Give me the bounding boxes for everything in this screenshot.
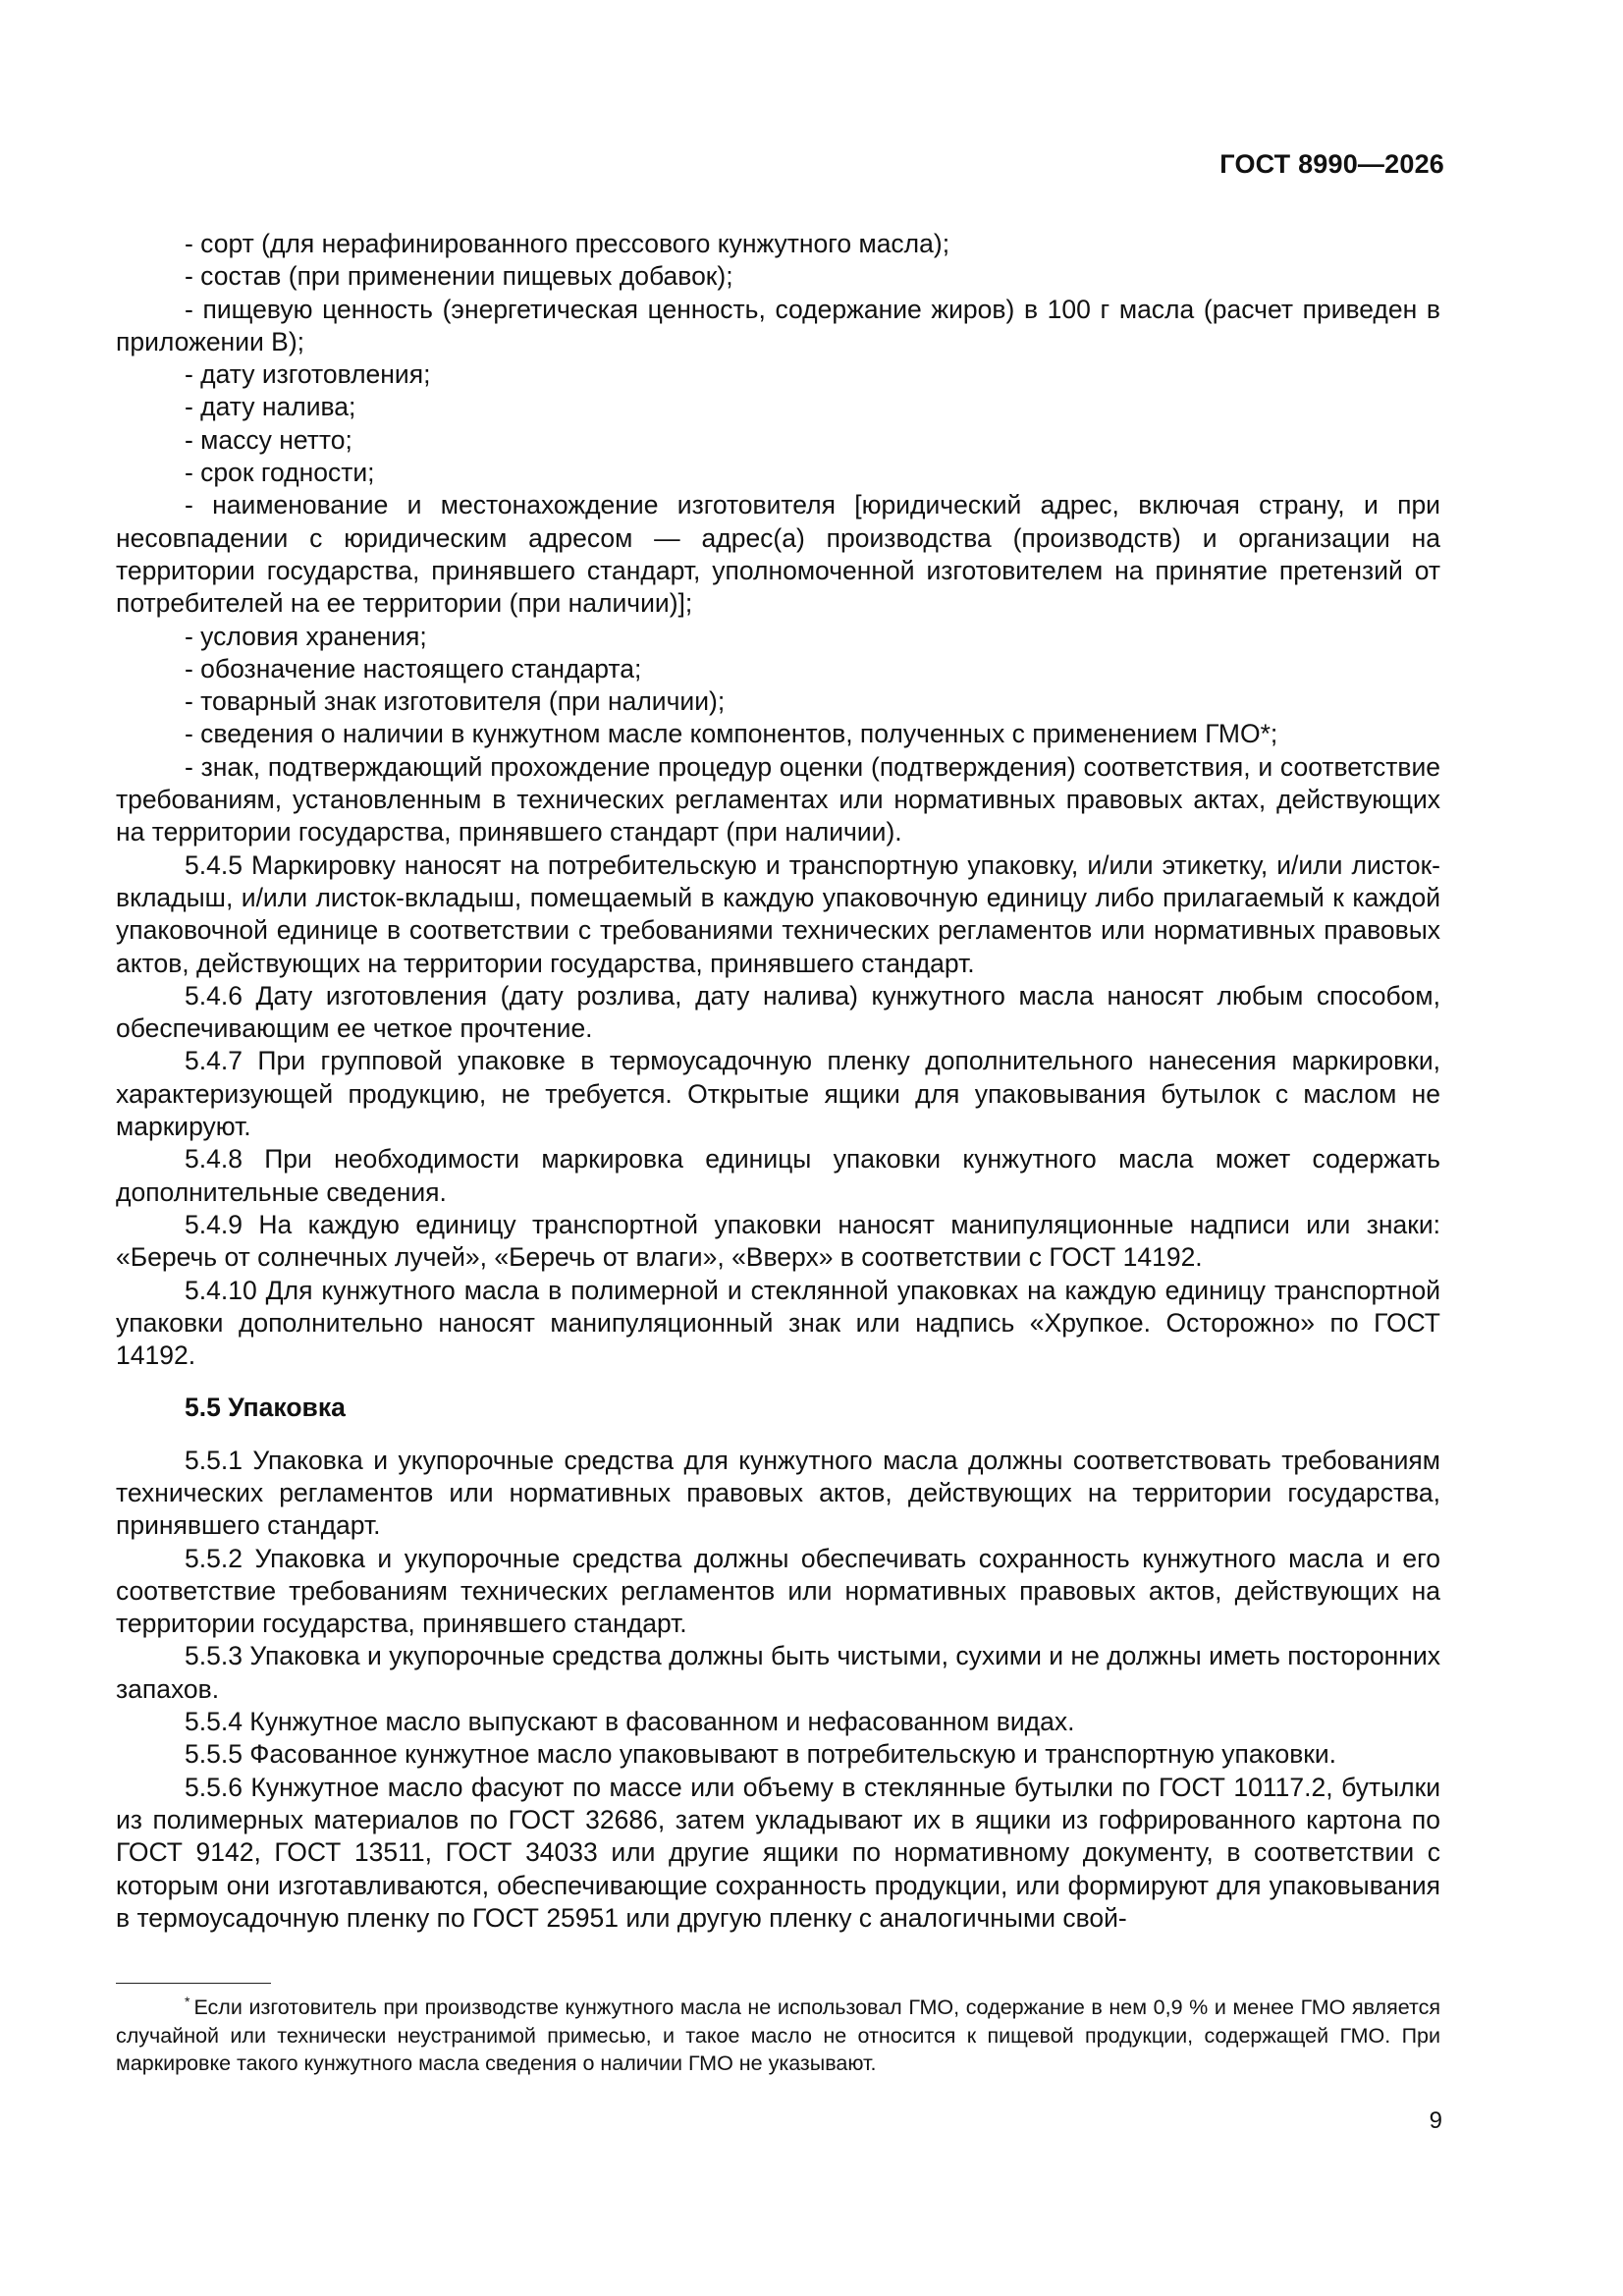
list-item-standard-designation: - обозначение настоящего стандарта; [185,653,642,683]
clause-5-5-3: 5.5.3 Упаковка и укупорочные средства должны быть чистыми, сухими и не должны иметь посторонних запахов. [116,1641,1440,1704]
clause-5-4-6: 5.4.6 Дату изготовления (дату розлива, дату налива) кунжутного масла наносят любым способом, обеспечивающим ее четкое прочтение. [116,980,1440,1044]
standard-code-header: ГОСТ 8990—2026 [1219,149,1444,179]
list-item-shelf-life: - срок годности; [185,458,375,488]
section-heading-packaging: 5.5 Упаковка [185,1393,346,1423]
list-item-net-mass: - массу нетто; [185,424,352,455]
list-item-trademark: - товарный знак изготовителя (при наличии); [185,686,726,717]
footnote-paragraph [116,1988,1440,2078]
list-item-fill-date: - дату налива; [185,392,356,422]
list-item-manufacture-date: - дату изготовления; [185,359,431,390]
list-item-composition: - состав (при применении пищевых добавок); [185,261,733,292]
footnote-marker: * [185,1994,190,2009]
footnote-text: Если изготовитель при производстве кунжутного масла не использовал ГМО, содержание в нем 0,9 % и менее ГМО является случайной или технически неустранимой примесью, и такое масло не относится к пищевой продукции, содержащей ГМО. При маркировке такого кунжутного масла сведения о наличии ГМО не указывают. [116,1995,1440,2075]
clause-5-5-2: 5.5.2 Упаковка и укупорочные средства должны обеспечивать сохранность кунжутного масла и его соответствие требованиям технических регламентов или нормативных правовых актов, действующих на территории государства, принявшего стандарт. [116,1543,1440,1639]
page-number: 9 [1429,2107,1442,2134]
clause-5-4-7: 5.4.7 При групповой упаковке в термоусадочную пленку дополнительного нанесения маркировки, характеризующей продукцию, не требуется. Открытые ящики для упаковывания бутылок с маслом не маркируют. [116,1046,1440,1142]
clause-5-4-9: 5.4.9 На каждую единицу транспортной упаковки наносят манипуляционные надписи или знаки: «Беречь от солнечных лучей», «Беречь от влаги», «Вверх» в соответствии с ГОСТ 14192. [116,1209,1440,1273]
clause-5-4-8: 5.4.8 При необходимости маркировка единицы упаковки кунжутного масла может содержать дополнительные сведения. [116,1144,1440,1207]
clause-5-5-5: 5.5.5 Фасованное кунжутное масло упаковывают в потребительскую и транспортную упаковки. [185,1739,1337,1770]
clause-5-5-1: 5.5.1 Упаковка и укупорочные средства для кунжутного масла должны соответствовать требованиям технических регламентов или нормативных правовых актов, действующих на территории государства, принявшего стандарт. [116,1445,1440,1541]
list-item-grade: - сорт (для нерафинированного прессового кунжутного масла); [185,229,950,258]
list-item-manufacturer: - наименование и местонахождение изготовителя [юридический адрес, включая страну, и при несовпадении с юридическим адресом — адрес(а) производства (производств) и организации на территории государства, принявшего стандарт, уполномоченной изготовителем на принятие претензий от потребителей на ее территории (при наличии)]; [116,490,1440,619]
list-item-storage: - условия хранения; [185,621,427,651]
main-text [116,228,1440,1935]
clause-5-4-5: 5.4.5 Маркировку наносят на потребительскую и транспортную упаковку, и/или этикетку, и/или листок-вкладыш, и/или листок-вкладыш, помещаемый в каждую упаковочную единицу либо прилагаемый к каждой упаковочной единице в соответствии с требованиями технических регламентов или нормативных правовых актов, действующих на территории государства, принявшего стандарт. [116,849,1440,978]
clause-5-5-6: 5.5.6 Кунжутное масло фасуют по массе или объему в стеклянные бутылки по ГОСТ 10117.2, бутылки из полимерных материалов по ГОСТ 32686, затем укладывают их в ящики из гофрированного картона по ГОСТ 9142, ГОСТ 13511, ГОСТ 34033 или другие ящики по нормативному документу, в соответствии с которым они изготавливаются, обеспечивающие сохранность продукции, или формируют для упаковывания в термоусадочную пленку по ГОСТ 25951 или другую пленку с аналогичными свой- [116,1772,1440,1933]
list-item-nutrition: - пищевую ценность (энергетическая ценность, содержание жиров) в 100 г масла (расчет приведен в приложении В); [116,294,1440,356]
footnote-separator [116,1983,271,1984]
clause-5-5-4: 5.5.4 Кунжутное масло выпускают в фасованном и нефасованном видах. [185,1707,1075,1737]
list-item-conformity-mark: - знак, подтверждающий прохождение процедур оценки (подтверждения) соответствия, и соответствие требованиям, установленным в технических регламентах или нормативных правовых актах, действующих на территории государства, принявшего стандарт (при наличии). [116,751,1440,847]
list-item-gmo: - сведения о наличии в кунжутном масле компонентов, полученных с применением ГМО*; [185,719,1278,749]
clause-5-4-10: 5.4.10 Для кунжутного масла в полимерной и стеклянной упаковках на каждую единицу транспортной упаковки дополнительно наносят манипуляционный знак или надпись «Хрупкое. Осторожно» по ГОСТ 14192. [116,1275,1440,1371]
footnote [116,1988,1440,2078]
